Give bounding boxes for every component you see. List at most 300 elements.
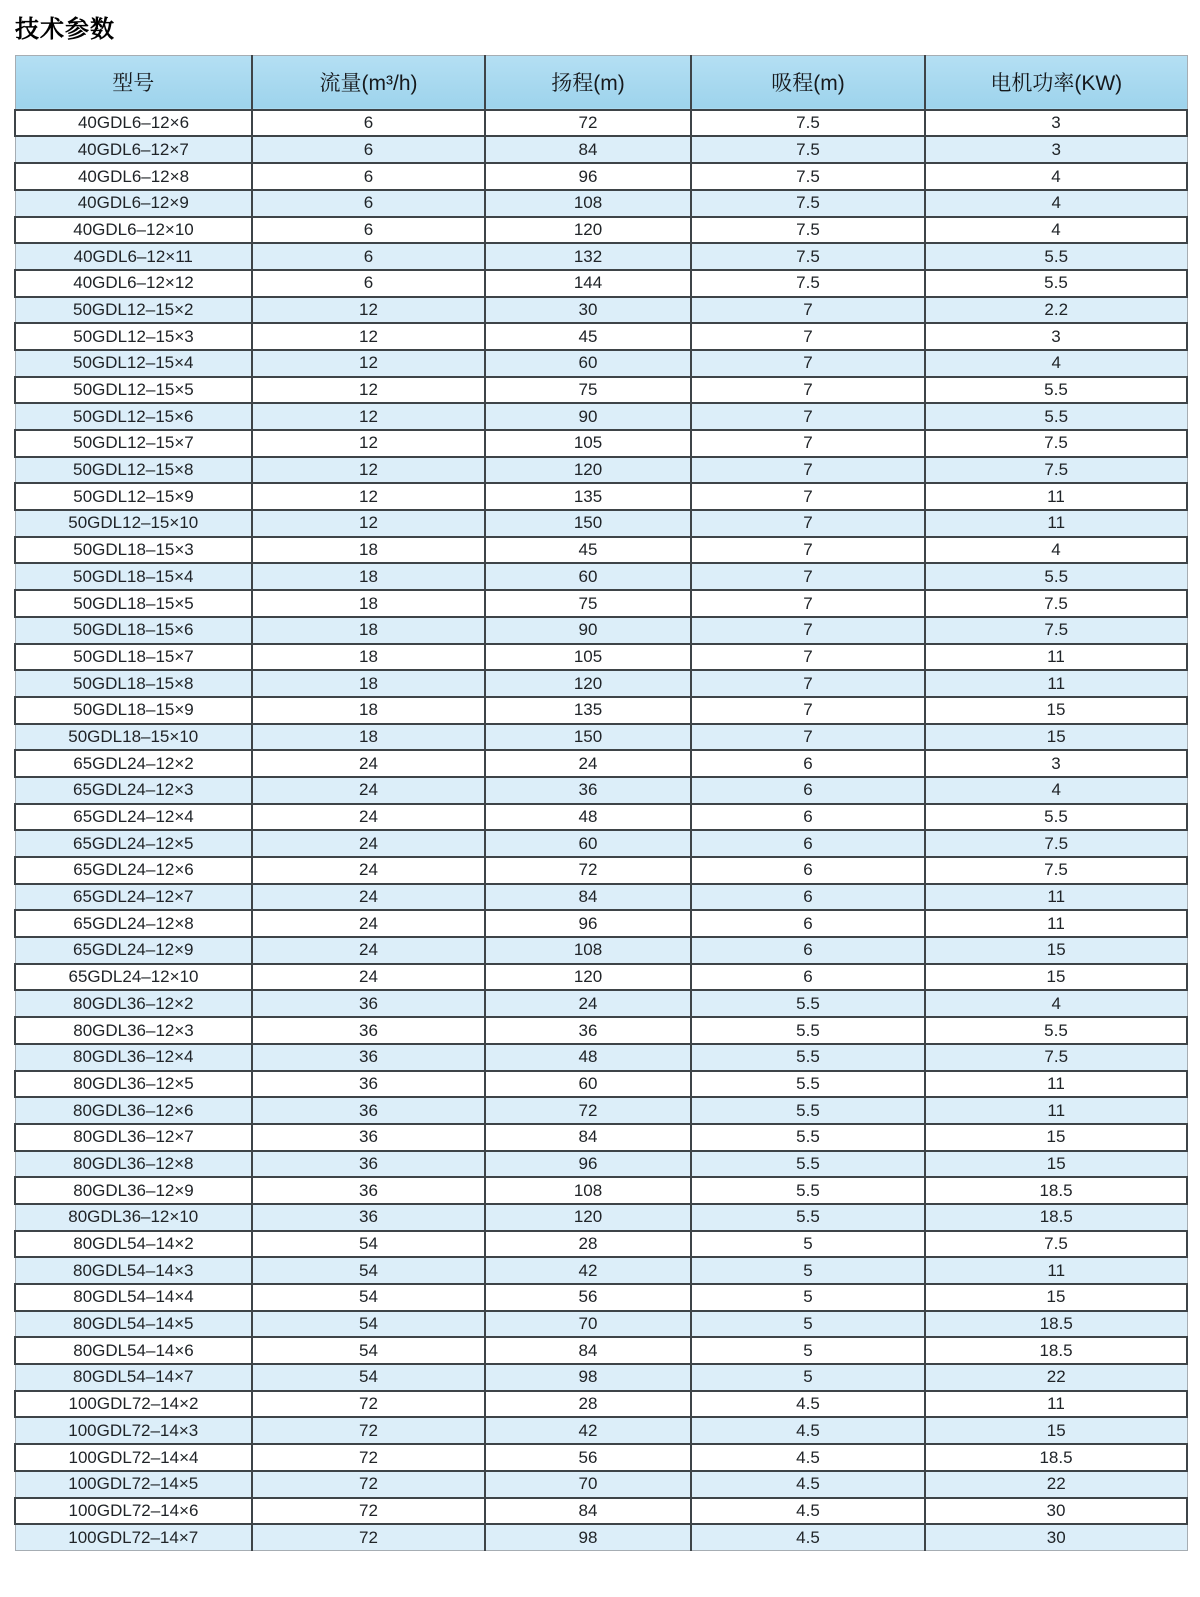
model-cell: 50GDL18–15×4: [15, 563, 252, 590]
value-cell: 6: [252, 270, 485, 297]
table-row: [15, 457, 1187, 484]
model-cell: 50GDL12–15×8: [15, 457, 252, 484]
value-cell: 5.5: [925, 270, 1187, 297]
value-cell: 6: [252, 243, 485, 270]
value-cell: 5.5: [691, 1124, 925, 1151]
value-cell: 7.5: [925, 617, 1187, 644]
value-cell: 7.5: [691, 136, 925, 163]
column-header-4: 电机功率(KW): [925, 55, 1187, 110]
value-cell: 60: [485, 830, 691, 857]
column-header-1: 流量(m³/h): [252, 55, 485, 110]
value-cell: 5: [691, 1284, 925, 1311]
model-cell: 100GDL72–14×2: [15, 1391, 252, 1418]
value-cell: 4.5: [691, 1471, 925, 1498]
table-row: [15, 990, 1187, 1017]
table-row: [15, 750, 1187, 777]
table-row: [15, 136, 1187, 163]
value-cell: 11: [925, 910, 1187, 937]
value-cell: 18: [252, 670, 485, 697]
value-cell: 18: [252, 617, 485, 644]
model-cell: 50GDL12–15×4: [15, 350, 252, 377]
table-row: [15, 617, 1187, 644]
value-cell: 15: [925, 937, 1187, 964]
value-cell: 150: [485, 724, 691, 751]
header-row: [15, 55, 1187, 110]
value-cell: 120: [485, 217, 691, 244]
model-cell: 50GDL12–15×3: [15, 323, 252, 350]
value-cell: 6: [252, 217, 485, 244]
value-cell: 84: [485, 136, 691, 163]
value-cell: 5.5: [925, 563, 1187, 590]
value-cell: 12: [252, 510, 485, 537]
table-row: [15, 163, 1187, 190]
value-cell: 5.5: [691, 1097, 925, 1124]
value-cell: 90: [485, 403, 691, 430]
value-cell: 36: [252, 990, 485, 1017]
model-cell: 50GDL12–15×2: [15, 297, 252, 324]
model-cell: 80GDL36–12×4: [15, 1044, 252, 1071]
value-cell: 132: [485, 243, 691, 270]
table-row: [15, 1204, 1187, 1231]
value-cell: 28: [485, 1231, 691, 1258]
value-cell: 24: [252, 750, 485, 777]
model-cell: 65GDL24–12×10: [15, 964, 252, 991]
value-cell: 5.5: [691, 1151, 925, 1178]
value-cell: 24: [485, 990, 691, 1017]
value-cell: 5.5: [691, 1044, 925, 1071]
value-cell: 2.2: [925, 297, 1187, 324]
table-row: [15, 884, 1187, 911]
value-cell: 11: [925, 1097, 1187, 1124]
value-cell: 72: [252, 1417, 485, 1444]
table-row: [15, 724, 1187, 751]
value-cell: 120: [485, 1204, 691, 1231]
value-cell: 7.5: [691, 217, 925, 244]
table-row: [15, 777, 1187, 804]
model-cell: 80GDL54–14×6: [15, 1337, 252, 1364]
value-cell: 11: [925, 483, 1187, 510]
value-cell: 5.5: [925, 377, 1187, 404]
table-row: [15, 1524, 1187, 1550]
table-row: [15, 110, 1187, 137]
value-cell: 42: [485, 1417, 691, 1444]
value-cell: 4.5: [691, 1391, 925, 1418]
table-row: [15, 1071, 1187, 1098]
value-cell: 7: [691, 457, 925, 484]
value-cell: 60: [485, 1071, 691, 1098]
value-cell: 15: [925, 1151, 1187, 1178]
model-cell: 100GDL72–14×5: [15, 1471, 252, 1498]
table-row: [15, 243, 1187, 270]
model-cell: 50GDL12–15×10: [15, 510, 252, 537]
value-cell: 7.5: [925, 830, 1187, 857]
value-cell: 7: [691, 323, 925, 350]
value-cell: 7: [691, 537, 925, 564]
page-title: 技术参数: [15, 16, 115, 43]
value-cell: 15: [925, 1417, 1187, 1444]
value-cell: 18: [252, 644, 485, 671]
value-cell: 6: [252, 190, 485, 217]
value-cell: 6: [691, 777, 925, 804]
table-row: [15, 403, 1187, 430]
model-cell: 50GDL18–15×3: [15, 537, 252, 564]
value-cell: 24: [485, 750, 691, 777]
value-cell: 105: [485, 430, 691, 457]
value-cell: 18.5: [925, 1204, 1187, 1231]
value-cell: 36: [252, 1177, 485, 1204]
value-cell: 4: [925, 537, 1187, 564]
value-cell: 45: [485, 323, 691, 350]
value-cell: 72: [252, 1524, 485, 1550]
value-cell: 54: [252, 1284, 485, 1311]
value-cell: 56: [485, 1444, 691, 1471]
model-cell: 80GDL54–14×2: [15, 1231, 252, 1258]
model-cell: 50GDL18–15×8: [15, 670, 252, 697]
value-cell: 7.5: [691, 110, 925, 137]
value-cell: 30: [925, 1498, 1187, 1525]
value-cell: 54: [252, 1311, 485, 1338]
value-cell: 56: [485, 1284, 691, 1311]
value-cell: 7.5: [925, 1231, 1187, 1258]
model-cell: 65GDL24–12×4: [15, 804, 252, 831]
model-cell: 50GDL18–15×5: [15, 590, 252, 617]
value-cell: 18.5: [925, 1444, 1187, 1471]
value-cell: 28: [485, 1391, 691, 1418]
value-cell: 7.5: [925, 1044, 1187, 1071]
value-cell: 36: [252, 1097, 485, 1124]
spec-table: [14, 55, 1188, 1551]
value-cell: 5.5: [691, 1071, 925, 1098]
value-cell: 84: [485, 1498, 691, 1525]
value-cell: 15: [925, 724, 1187, 751]
value-cell: 24: [252, 937, 485, 964]
table-row: [15, 1498, 1187, 1525]
value-cell: 60: [485, 563, 691, 590]
value-cell: 30: [925, 1524, 1187, 1550]
model-cell: 50GDL18–15×9: [15, 697, 252, 724]
value-cell: 11: [925, 1071, 1187, 1098]
value-cell: 72: [252, 1444, 485, 1471]
value-cell: 7.5: [691, 243, 925, 270]
value-cell: 4: [925, 990, 1187, 1017]
value-cell: 7.5: [691, 270, 925, 297]
value-cell: 5.5: [925, 804, 1187, 831]
table-row: [15, 1257, 1187, 1284]
value-cell: 7: [691, 697, 925, 724]
value-cell: 42: [485, 1257, 691, 1284]
value-cell: 7: [691, 724, 925, 751]
value-cell: 3: [925, 323, 1187, 350]
value-cell: 60: [485, 350, 691, 377]
table-row: [15, 1311, 1187, 1338]
table-row: [15, 537, 1187, 564]
model-cell: 50GDL12–15×7: [15, 430, 252, 457]
value-cell: 3: [925, 136, 1187, 163]
value-cell: 105: [485, 644, 691, 671]
value-cell: 36: [252, 1017, 485, 1044]
value-cell: 7: [691, 644, 925, 671]
value-cell: 12: [252, 430, 485, 457]
model-cell: 80GDL54–14×7: [15, 1364, 252, 1391]
table-row: [15, 1364, 1187, 1391]
value-cell: 7.5: [691, 163, 925, 190]
value-cell: 18: [252, 724, 485, 751]
value-cell: 4.5: [691, 1444, 925, 1471]
model-cell: 50GDL18–15×7: [15, 644, 252, 671]
table-row: [15, 1151, 1187, 1178]
value-cell: 5.5: [925, 1017, 1187, 1044]
value-cell: 36: [252, 1124, 485, 1151]
value-cell: 11: [925, 1391, 1187, 1418]
value-cell: 3: [925, 110, 1187, 137]
value-cell: 135: [485, 697, 691, 724]
value-cell: 11: [925, 644, 1187, 671]
model-cell: 100GDL72–14×3: [15, 1417, 252, 1444]
table-row: [15, 1471, 1187, 1498]
table-row: [15, 1177, 1187, 1204]
table-row: [15, 937, 1187, 964]
value-cell: 84: [485, 884, 691, 911]
value-cell: 6: [691, 884, 925, 911]
value-cell: 72: [485, 857, 691, 884]
value-cell: 12: [252, 403, 485, 430]
table-row: [15, 644, 1187, 671]
value-cell: 18.5: [925, 1311, 1187, 1338]
value-cell: 90: [485, 617, 691, 644]
value-cell: 6: [691, 750, 925, 777]
value-cell: 48: [485, 804, 691, 831]
table-row: [15, 830, 1187, 857]
value-cell: 4: [925, 217, 1187, 244]
value-cell: 6: [691, 804, 925, 831]
value-cell: 15: [925, 964, 1187, 991]
model-cell: 100GDL72–14×6: [15, 1498, 252, 1525]
model-cell: 50GDL18–15×6: [15, 617, 252, 644]
value-cell: 72: [485, 1097, 691, 1124]
model-cell: 80GDL36–12×6: [15, 1097, 252, 1124]
value-cell: 4.5: [691, 1417, 925, 1444]
value-cell: 54: [252, 1364, 485, 1391]
model-cell: 80GDL36–12×10: [15, 1204, 252, 1231]
value-cell: 4: [925, 350, 1187, 377]
table-row: [15, 377, 1187, 404]
value-cell: 120: [485, 670, 691, 697]
value-cell: 36: [485, 1017, 691, 1044]
model-cell: 40GDL6–12×12: [15, 270, 252, 297]
model-cell: 80GDL36–12×5: [15, 1071, 252, 1098]
value-cell: 36: [252, 1071, 485, 1098]
page: [0, 16, 1200, 1597]
model-cell: 80GDL36–12×2: [15, 990, 252, 1017]
model-cell: 80GDL36–12×3: [15, 1017, 252, 1044]
model-cell: 40GDL6–12×8: [15, 163, 252, 190]
value-cell: 24: [252, 830, 485, 857]
value-cell: 18: [252, 563, 485, 590]
value-cell: 7.5: [925, 430, 1187, 457]
value-cell: 6: [691, 937, 925, 964]
value-cell: 30: [485, 297, 691, 324]
value-cell: 108: [485, 937, 691, 964]
value-cell: 144: [485, 270, 691, 297]
value-cell: 4: [925, 163, 1187, 190]
value-cell: 7.5: [925, 590, 1187, 617]
model-cell: 100GDL72–14×4: [15, 1444, 252, 1471]
table-row: [15, 483, 1187, 510]
model-cell: 65GDL24–12×5: [15, 830, 252, 857]
model-cell: 65GDL24–12×6: [15, 857, 252, 884]
value-cell: 7: [691, 563, 925, 590]
value-cell: 108: [485, 190, 691, 217]
value-cell: 24: [252, 857, 485, 884]
value-cell: 150: [485, 510, 691, 537]
table-row: [15, 1124, 1187, 1151]
value-cell: 84: [485, 1337, 691, 1364]
value-cell: 6: [691, 857, 925, 884]
table-row: [15, 1444, 1187, 1471]
model-cell: 80GDL36–12×8: [15, 1151, 252, 1178]
value-cell: 7: [691, 510, 925, 537]
value-cell: 12: [252, 297, 485, 324]
value-cell: 54: [252, 1257, 485, 1284]
value-cell: 5.5: [691, 990, 925, 1017]
value-cell: 24: [252, 884, 485, 911]
table-row: [15, 670, 1187, 697]
value-cell: 11: [925, 884, 1187, 911]
value-cell: 120: [485, 964, 691, 991]
model-cell: 40GDL6–12×7: [15, 136, 252, 163]
value-cell: 7: [691, 350, 925, 377]
table-row: [15, 510, 1187, 537]
value-cell: 7: [691, 377, 925, 404]
column-header-2: 扬程(m): [485, 55, 691, 110]
value-cell: 72: [485, 110, 691, 137]
value-cell: 4.5: [691, 1524, 925, 1550]
value-cell: 24: [252, 964, 485, 991]
value-cell: 54: [252, 1231, 485, 1258]
value-cell: 108: [485, 1177, 691, 1204]
table-row: [15, 590, 1187, 617]
value-cell: 54: [252, 1337, 485, 1364]
value-cell: 18.5: [925, 1337, 1187, 1364]
value-cell: 36: [252, 1044, 485, 1071]
table-row: [15, 1017, 1187, 1044]
value-cell: 135: [485, 483, 691, 510]
value-cell: 24: [252, 910, 485, 937]
value-cell: 18.5: [925, 1177, 1187, 1204]
model-cell: 65GDL24–12×8: [15, 910, 252, 937]
value-cell: 5: [691, 1364, 925, 1391]
table-row: [15, 1231, 1187, 1258]
value-cell: 6: [252, 163, 485, 190]
model-cell: 40GDL6–12×9: [15, 190, 252, 217]
value-cell: 70: [485, 1471, 691, 1498]
table-row: [15, 964, 1187, 991]
table-row: [15, 910, 1187, 937]
model-cell: 65GDL24–12×7: [15, 884, 252, 911]
value-cell: 72: [252, 1498, 485, 1525]
value-cell: 12: [252, 323, 485, 350]
value-cell: 15: [925, 1284, 1187, 1311]
value-cell: 4.5: [691, 1498, 925, 1525]
value-cell: 7: [691, 403, 925, 430]
value-cell: 11: [925, 670, 1187, 697]
value-cell: 11: [925, 510, 1187, 537]
value-cell: 5.5: [691, 1177, 925, 1204]
table-row: [15, 857, 1187, 884]
value-cell: 6: [691, 910, 925, 937]
model-cell: 100GDL72–14×7: [15, 1524, 252, 1550]
value-cell: 98: [485, 1364, 691, 1391]
value-cell: 98: [485, 1524, 691, 1550]
table-row: [15, 350, 1187, 377]
table-row: [15, 1417, 1187, 1444]
value-cell: 5: [691, 1257, 925, 1284]
model-cell: 65GDL24–12×3: [15, 777, 252, 804]
value-cell: 5.5: [691, 1204, 925, 1231]
value-cell: 6: [252, 110, 485, 137]
model-cell: 80GDL36–12×9: [15, 1177, 252, 1204]
table-row: [15, 323, 1187, 350]
value-cell: 36: [252, 1204, 485, 1231]
value-cell: 120: [485, 457, 691, 484]
value-cell: 12: [252, 483, 485, 510]
value-cell: 6: [691, 830, 925, 857]
value-cell: 6: [252, 136, 485, 163]
value-cell: 70: [485, 1311, 691, 1338]
model-cell: 50GDL12–15×9: [15, 483, 252, 510]
value-cell: 11: [925, 1257, 1187, 1284]
value-cell: 18: [252, 537, 485, 564]
model-cell: 80GDL36–12×7: [15, 1124, 252, 1151]
value-cell: 5.5: [925, 403, 1187, 430]
value-cell: 75: [485, 377, 691, 404]
value-cell: 72: [252, 1391, 485, 1418]
model-cell: 80GDL54–14×4: [15, 1284, 252, 1311]
value-cell: 15: [925, 1124, 1187, 1151]
table-row: [15, 190, 1187, 217]
value-cell: 75: [485, 590, 691, 617]
value-cell: 18: [252, 697, 485, 724]
value-cell: 22: [925, 1364, 1187, 1391]
value-cell: 84: [485, 1124, 691, 1151]
value-cell: 96: [485, 163, 691, 190]
value-cell: 4: [925, 777, 1187, 804]
value-cell: 96: [485, 1151, 691, 1178]
value-cell: 96: [485, 910, 691, 937]
value-cell: 5.5: [691, 1017, 925, 1044]
value-cell: 3: [925, 750, 1187, 777]
table-row: [15, 563, 1187, 590]
table-row: [15, 297, 1187, 324]
model-cell: 65GDL24–12×2: [15, 750, 252, 777]
value-cell: 72: [252, 1471, 485, 1498]
value-cell: 5.5: [925, 243, 1187, 270]
model-cell: 40GDL6–12×10: [15, 217, 252, 244]
value-cell: 15: [925, 697, 1187, 724]
column-header-0: 型号: [15, 55, 252, 110]
table-row: [15, 1391, 1187, 1418]
value-cell: 5: [691, 1231, 925, 1258]
table-row: [15, 804, 1187, 831]
model-cell: 65GDL24–12×9: [15, 937, 252, 964]
table-row: [15, 1044, 1187, 1071]
table-row: [15, 1337, 1187, 1364]
value-cell: 7: [691, 297, 925, 324]
value-cell: 12: [252, 377, 485, 404]
model-cell: 40GDL6–12×6: [15, 110, 252, 137]
value-cell: 48: [485, 1044, 691, 1071]
value-cell: 7: [691, 670, 925, 697]
